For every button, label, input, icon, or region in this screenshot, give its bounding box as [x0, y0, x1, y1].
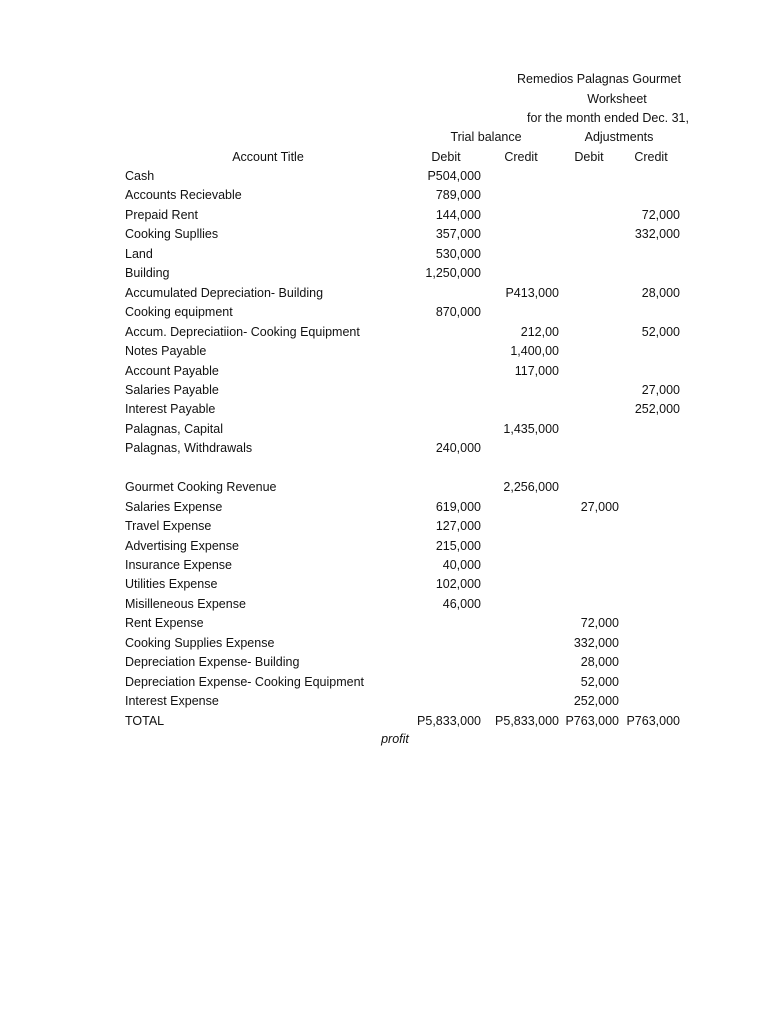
account-title: Insurance Expense: [125, 558, 233, 572]
report-period: for the month ended Dec. 31,: [527, 111, 689, 125]
adj-debit-header: Debit: [574, 150, 604, 164]
account-title: Building: [125, 266, 170, 281]
table-row: [0, 187, 768, 207]
account-title: Interest Payable: [125, 402, 216, 417]
tb-debit-value: 215,000: [435, 538, 481, 553]
tb-debit-value: 357,000: [435, 227, 481, 242]
tb-credit-value: 2,256,000: [503, 480, 559, 495]
table-row: [0, 401, 768, 421]
adj-debit-value: P763,000: [565, 713, 619, 728]
table-row: [0, 635, 768, 655]
account-title: Rent Expense: [125, 616, 204, 631]
company-name: Remedios Palagnas Gourmet: [517, 72, 681, 86]
account-title: Salaries Payable: [125, 382, 219, 397]
account-title: TOTAL: [125, 713, 165, 728]
account-title: Depreciation Expense- Cooking Equipment: [125, 674, 365, 689]
table-row: [0, 207, 768, 227]
profit-note: profit: [381, 732, 409, 746]
tb-debit-value: P5,833,000: [417, 713, 481, 728]
account-title: Cooking equipment: [125, 305, 233, 320]
tb-credit-value: 1,400,00: [510, 344, 559, 359]
adj-debit-value: 72,000: [580, 616, 619, 631]
table-row: [0, 363, 768, 383]
account-title: Notes Payable: [125, 344, 207, 359]
table-row: [0, 304, 768, 324]
account-title: Salaries Expense: [125, 499, 223, 514]
account-title: Cooking Supllies: [125, 227, 219, 242]
account-title: Accum. Depreciatiion- Cooking Equipment: [125, 324, 360, 339]
tb-debit-value: 40,000: [442, 558, 481, 572]
account-title: Prepaid Rent: [125, 207, 198, 222]
table-row: [0, 499, 768, 519]
table-row: [0, 285, 768, 305]
tb-credit-value: 212,00: [520, 324, 559, 339]
account-title: Gourmet Cooking Revenue: [125, 480, 277, 495]
adj-debit-value: 252,000: [573, 694, 619, 709]
table-row: [0, 343, 768, 363]
tb-debit-value: 619,000: [435, 499, 481, 514]
tb-debit-value: 240,000: [435, 441, 481, 456]
table-row: [0, 226, 768, 246]
table-row: [0, 324, 768, 344]
table-row: [0, 557, 768, 577]
account-title: Misilleneous Expense: [125, 596, 246, 611]
table-row: [0, 479, 768, 499]
adj-debit-value: 28,000: [580, 655, 619, 670]
adj-debit-value: 27,000: [580, 499, 619, 514]
adj-credit-value: P763,000: [626, 713, 680, 728]
table-row: [0, 693, 768, 713]
tb-credit-value: P5,833,000: [495, 713, 559, 728]
account-title: Accumulated Depreciation- Building: [125, 285, 324, 300]
account-title: Account Payable: [125, 363, 219, 378]
account-title: Advertising Expense: [125, 538, 239, 553]
tb-debit-value: 144,000: [435, 207, 481, 222]
adj-debit-value: 52,000: [580, 674, 619, 689]
tb-debit-value: 1,250,000: [425, 266, 481, 281]
total-row: [0, 713, 768, 733]
account-title: Accounts Recievable: [125, 188, 242, 203]
tb-debit-value: 789,000: [435, 188, 481, 203]
table-row: [0, 654, 768, 674]
table-row: [0, 596, 768, 616]
account-title: Interest Expense: [125, 694, 219, 709]
table-row: [0, 576, 768, 596]
tb-debit-value: 46,000: [442, 596, 481, 611]
account-title: Depreciation Expense- Building: [125, 655, 300, 670]
account-title: Utilities Expense: [125, 577, 218, 592]
table-row: [0, 538, 768, 558]
tb-debit-value: 530,000: [435, 246, 481, 261]
tb-credit-value: 117,000: [514, 363, 559, 378]
table-row: [0, 615, 768, 635]
tb-debit-value: 102,000: [435, 577, 481, 592]
adj-credit-value: 332,000: [634, 227, 680, 242]
table-row: [0, 168, 768, 188]
table-row: [0, 246, 768, 266]
account-title: Cash: [125, 169, 155, 183]
table-row: [0, 440, 768, 460]
table-row: [0, 382, 768, 402]
adj-credit-value: 28,000: [641, 285, 680, 300]
adj-debit-value: 332,000: [573, 635, 619, 650]
adj-credit-header: Credit: [634, 150, 668, 164]
tb-credit-value: P413,000: [505, 285, 559, 300]
report-title: Worksheet: [587, 92, 647, 106]
account-title: Palagnas, Capital: [125, 421, 223, 436]
tb-debit-header: Debit: [431, 150, 461, 164]
trial-balance-header: Trial balance: [450, 130, 522, 144]
adj-credit-value: 252,000: [634, 402, 680, 417]
tb-debit-value: 870,000: [435, 305, 481, 320]
table-row: [0, 421, 768, 441]
adj-credit-value: 52,000: [641, 324, 680, 339]
account-title: Travel Expense: [125, 519, 212, 534]
tb-debit-value: P504,000: [427, 169, 481, 183]
table-row: [0, 674, 768, 694]
account-title-header: Account Title: [232, 150, 304, 164]
account-title: Cooking Supplies Expense: [125, 635, 275, 650]
table-row: [0, 265, 768, 285]
adj-credit-value: 72,000: [641, 207, 680, 222]
table-row: [0, 518, 768, 538]
adjustments-header: Adjustments: [584, 130, 654, 144]
tb-credit-value: 1,435,000: [503, 421, 559, 436]
tb-credit-header: Credit: [504, 150, 538, 164]
account-title: Land: [125, 246, 153, 261]
adj-credit-value: 27,000: [641, 382, 680, 397]
tb-debit-value: 127,000: [435, 519, 481, 534]
table-row: [0, 460, 768, 480]
account-title: Palagnas, Withdrawals: [125, 441, 253, 456]
